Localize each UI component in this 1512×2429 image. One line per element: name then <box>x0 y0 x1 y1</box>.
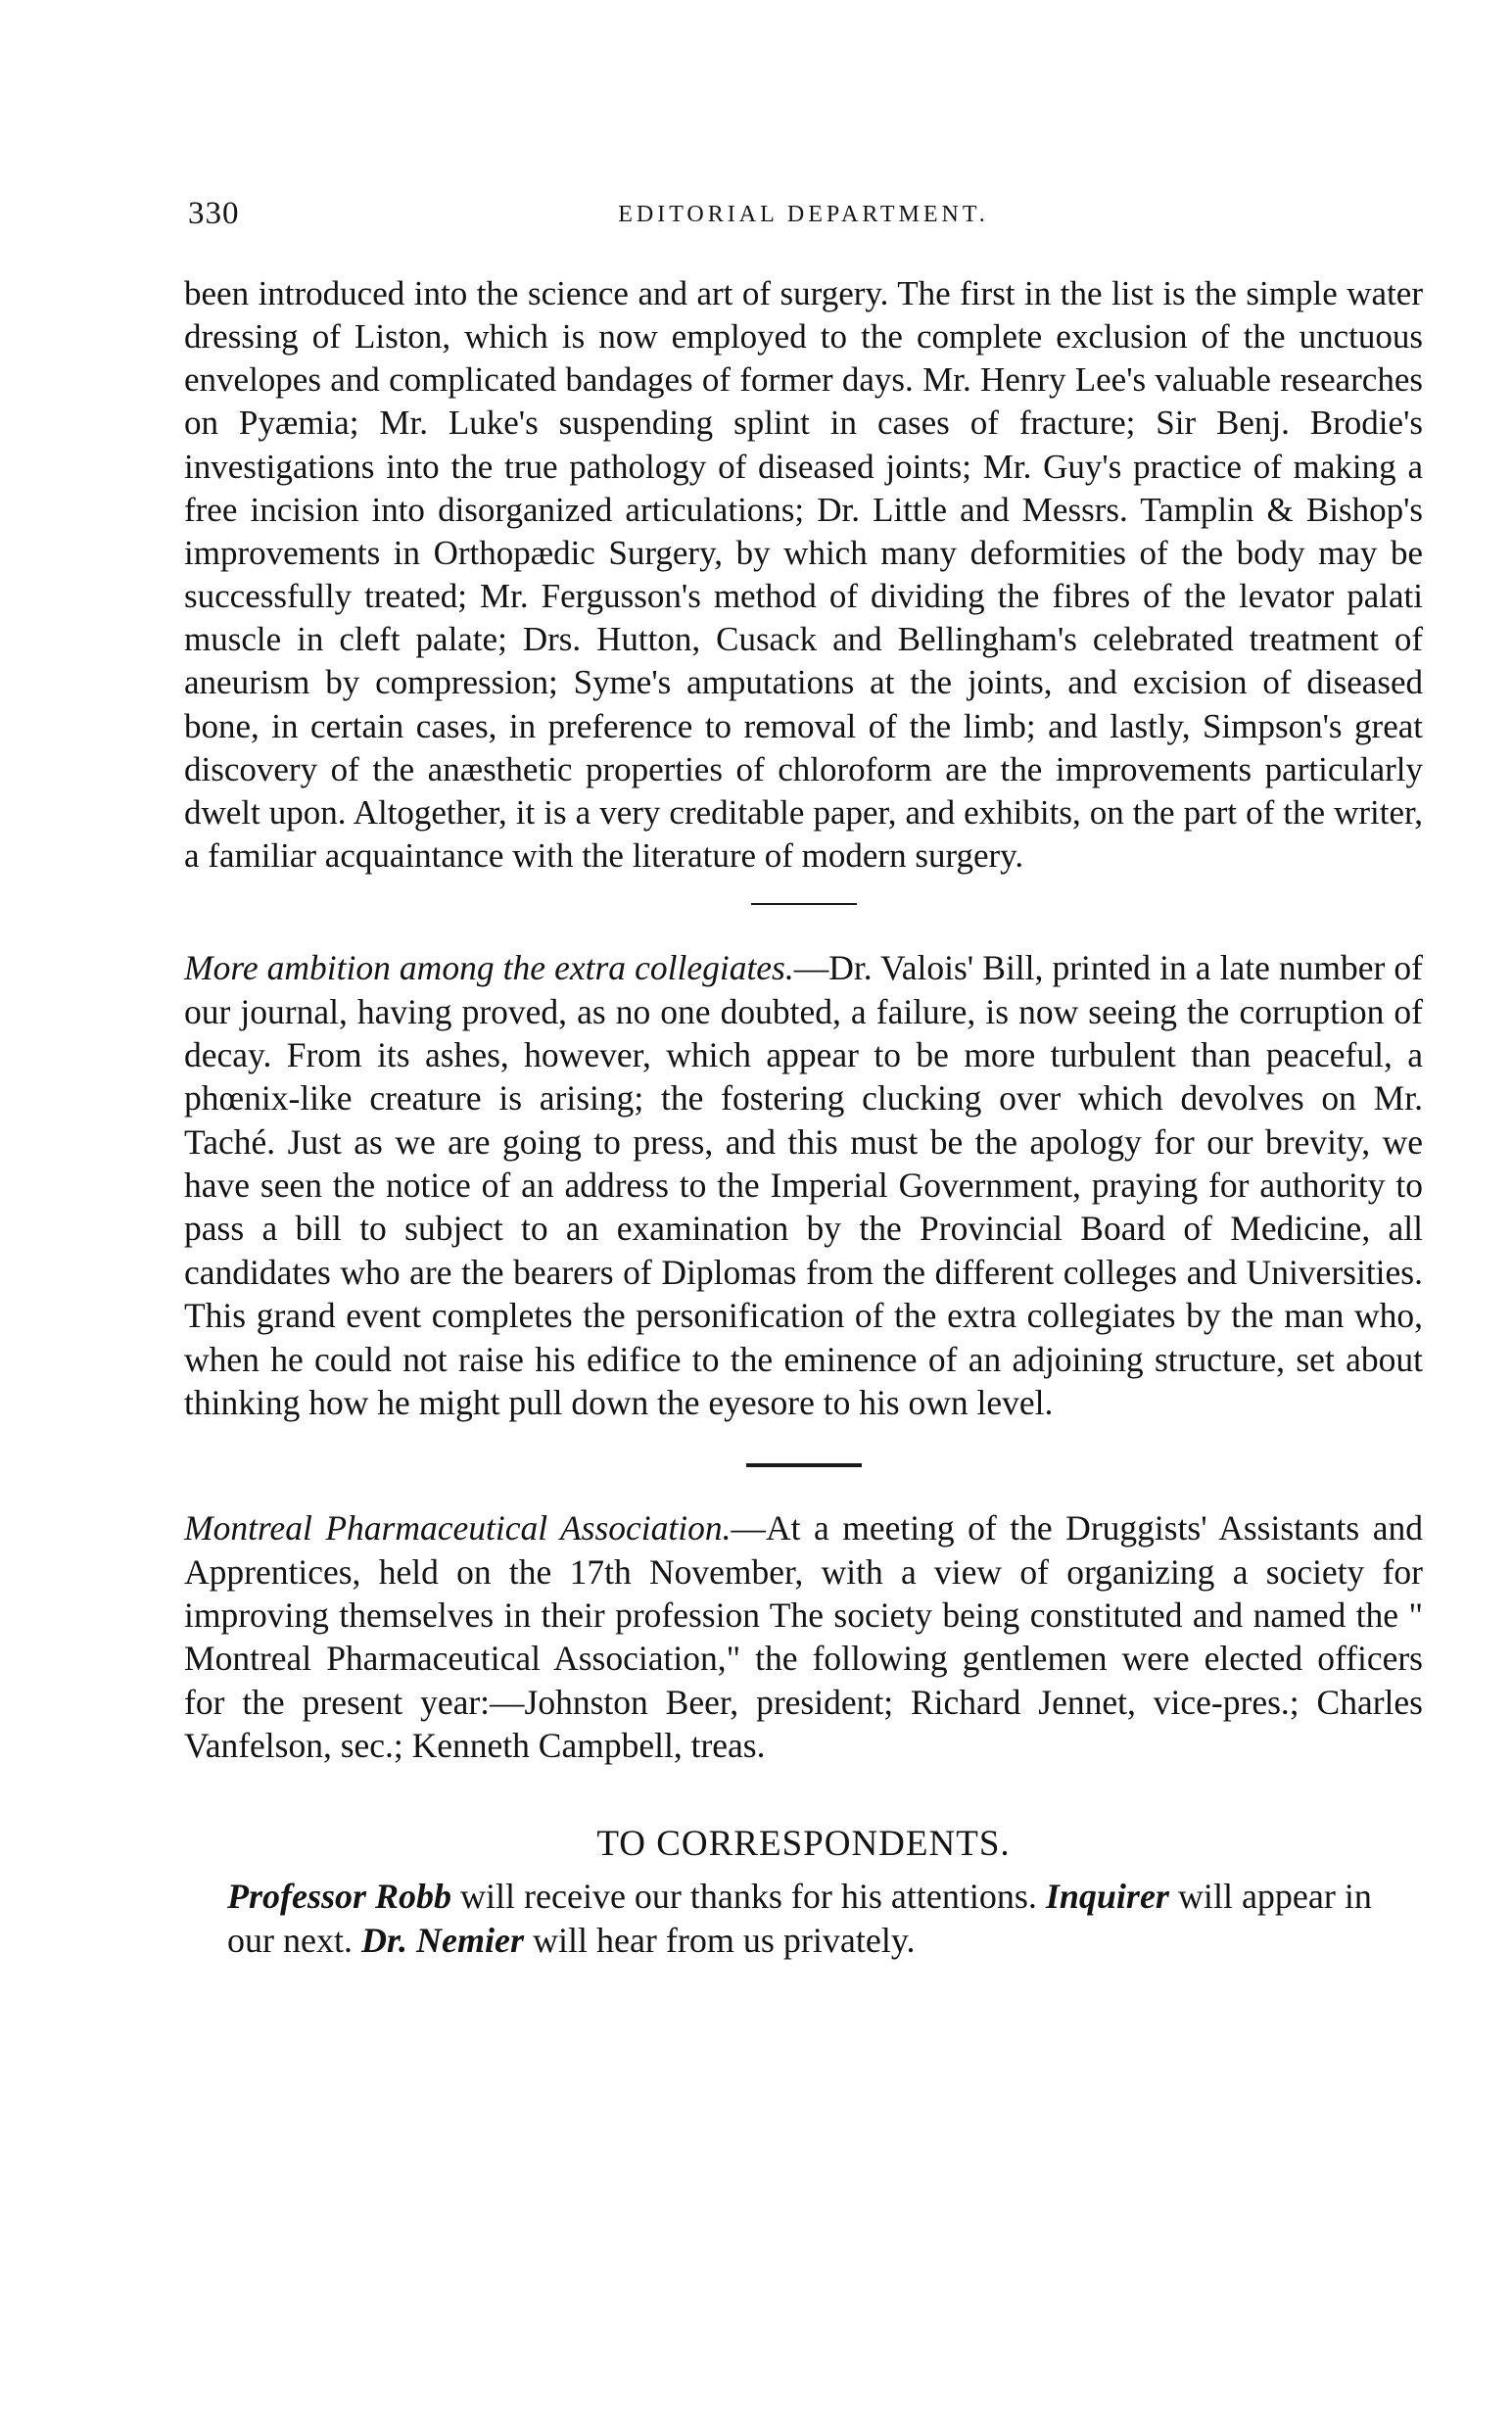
section-divider <box>746 1463 862 1467</box>
extra-collegiates-paragraph <box>184 946 1423 1424</box>
extra-collegiates-title: More ambition among the extra collegiates. <box>184 948 794 988</box>
running-head <box>184 196 1423 239</box>
correspondent-name: Professor Robb <box>227 1876 452 1916</box>
section-divider <box>751 903 857 905</box>
correspondent-name: Dr. Nemier <box>360 1920 524 1960</box>
continuation-paragraph: been introduced into the science and art of surgery. The first in the list is the simple water dressing of Liston, which is now employed to the complete exclusion of the unctuous envelopes and complicated bandages of former days. Mr. Henry Lee's valuable researches on Pyæmia; Mr. Luke's suspending splint in cases of fracture; Sir Benj. Brodie's investigations into the true pathology of diseased joints; Mr. Guy's practice of making a free incision into disorganized articulations; Dr. Little and Messrs. Tamplin & Bishop's improvements in Orthopædic Surgery, by which many deformities of the body may be successfully treated; Mr. Fergusson's method of dividing the fibres of the levator palati muscle in cleft palate; Drs. Hutton, Cusack and Bellingham's celebrated treatment of aneurism by compression; Syme's amputations at the joints, and excision of diseased bone, in certain cases, in preference to removal of the limb; and lastly, Simpson's great discovery of the anæsthetic properties of chloroform are the improvements particularly dwelt upon. Altogether, it is a very creditable paper, and exhibits, on the part of the writer, a familiar acquaintance with the literature of modern surgery. <box>184 274 1423 876</box>
pharmaceutical-text: —At a meeting of the Druggists' Assistants and Apprentices, held on the 17th November, with a view of organizing a society for improving themselves in their profession The society being constituted and named the " Montreal Pharmaceutical Association," the following gentlemen were elected officers for the present year:—Johnston Beer, president; Richard Jennet, vice-pres.; Charles Vanfelson, sec.; Kenneth Campbell, treas. <box>184 1508 1423 1766</box>
correspondents-paragraph <box>184 1875 1423 1964</box>
correspondents-heading: TO CORRESPONDENTS. <box>596 1823 1011 1864</box>
page-number: 330 <box>188 196 240 231</box>
correspondent-note: will hear from us privately. <box>523 1920 916 1960</box>
correspondent-note: will receive our thanks for his attentions. <box>451 1876 1046 1916</box>
correspondent-note: will appear in our next. <box>227 1876 1372 1960</box>
pharmaceutical-title: Montreal Pharmaceutical Association. <box>184 1508 732 1548</box>
correspondent-name: Inquirer <box>1045 1876 1169 1916</box>
running-title: EDITORIAL DEPARTMENT. <box>618 202 989 227</box>
page-content <box>184 196 1423 1963</box>
pharmaceutical-paragraph <box>184 1506 1423 1767</box>
extra-collegiates-text: —Dr. Valois' Bill, printed in a late number of our journal, having proved, as no one doubted, a failure, is now seeing the corruption of decay. From its ashes, however, which appear to be more turbulent than peaceful, a phœnix-like creature is arising; the fostering clucking over which devolves on Mr. Taché. Just as we are going to press, and this must be the apology for our brevity, we have seen the notice of an address to the Imperial Government, praying for authority to pass a bill to subject to an examination by the Provincial Board of Medicine, all candidates who are the bearers of Diplomas from the different colleges and Universities. This grand event completes the personification of the extra collegiates by the man who, when he could not raise his edifice to the eminence of an adjoining structure, set about thinking how he might pull down the eyesore to his own level. <box>184 948 1423 1422</box>
